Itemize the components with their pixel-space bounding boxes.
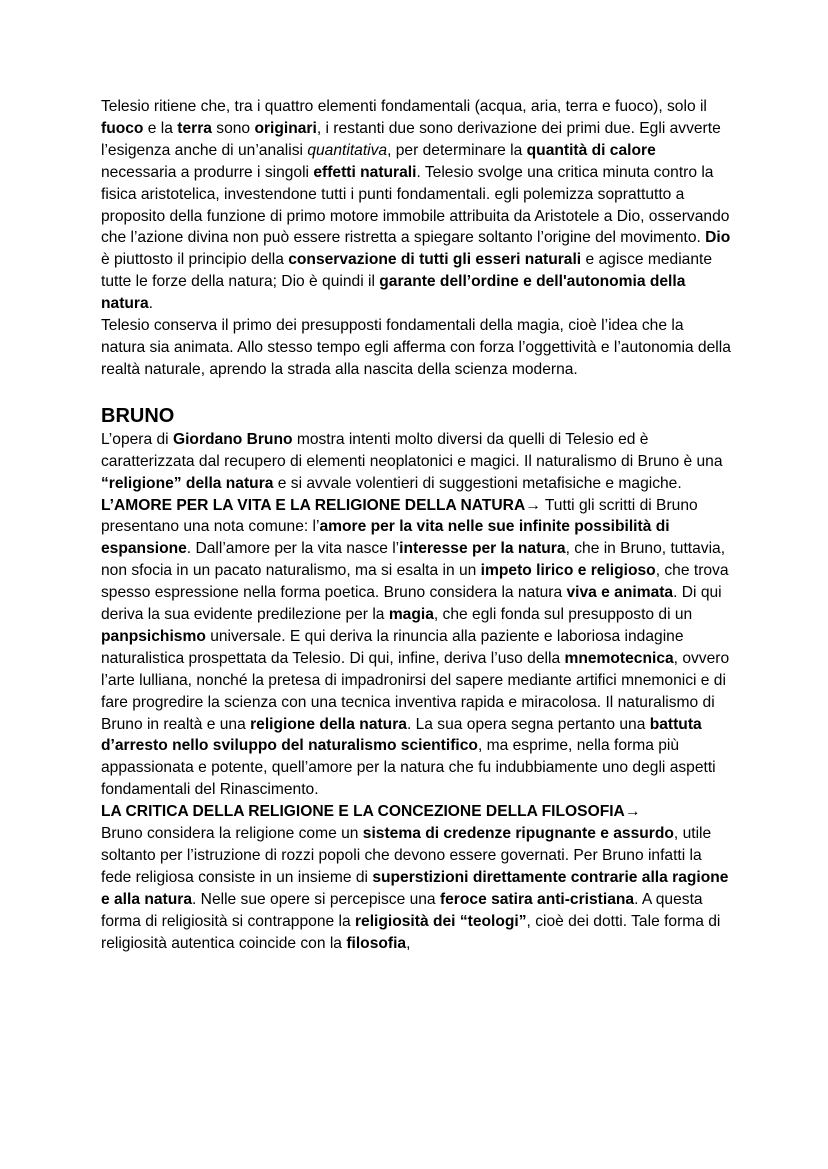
bold-text: Giordano Bruno (172, 430, 293, 448)
bold-text: panpsichismo (101, 627, 206, 645)
bold-text: garante dell’ordine e dell'autonomia della natura (101, 273, 686, 313)
body-text: e la (143, 119, 178, 137)
body-text: L’opera di (101, 430, 173, 448)
body-text: , che egli fonda sul presupposto di un (433, 606, 693, 624)
section-heading-bruno: BRUNO (101, 404, 175, 427)
bold-text: fuoco (101, 119, 144, 137)
body-text: , (406, 934, 411, 952)
bold-text: originari (254, 119, 317, 137)
body-text: . A questa forma di religiosità si contrappone la (101, 890, 703, 930)
body-text: , ma esprime, nella forma più appassionata e potente, quell’amore per la natura che fu indubbiamente uno degli aspetti fondamentali del Rinascimento. (101, 737, 716, 799)
section-spacer (101, 381, 732, 403)
bold-text: religiosità dei “teologi” (354, 912, 527, 930)
body-text: , i restanti due sono derivazione dei primi due. Egli avverte l’esigenza anche di un’analisi (101, 119, 721, 159)
body-text: Telesio conserva il primo dei presupposti fondamentali della magia, cioè l’idea che la natura sia animata. Allo stesso tempo egli afferma con forza l’oggettività e l’autonomia della realtà naturale, aprendo la strada alla nascita della scienza moderna. (101, 317, 731, 378)
bold-text: religione della natura (250, 715, 407, 733)
bold-text: sistema di credenze ripugnante e assurdo (362, 825, 674, 843)
bold-text: amore per la vita nelle sue infinite possibilità di espansione (101, 518, 670, 558)
body-text: mostra intenti molto diversi da quelli di Telesio ed è caratterizzata dal recupero di elementi neoplatonici e magici. Il naturalismo di Bruno è una (101, 430, 723, 470)
body-text: Tutti gli scritti di Bruno presentano una nota comune: l’ (101, 496, 698, 536)
bold-text: LA CRITICA DELLA RELIGIONE E LA CONCEZIONE DELLA FILOSOFIA→ (101, 803, 641, 821)
body-text: sono (211, 119, 255, 137)
body-text: . Dall’amore per la vita nasce l’ (186, 540, 400, 558)
bold-text: effetti naturali (313, 163, 417, 181)
body-text: . Telesio svolge una critica minuta contro la fisica aristotelica, investendone tutti i punti fondamentali. egli polemizza soprattutto a proposito della funzione di primo motore immobile attribuita da Aristotele a Dio, osservando che l’azione divina non può essere ristretta a spiegare soltanto l’origine del movimento. (101, 163, 730, 247)
body-text: , ovvero l’arte lulliana, nonché la pretesa di impadronirsi del sapere mediante artifici mnemonici e di fare progredire la scienza con una tecnica inventiva rapida e miracolosa. Il naturalismo di Bruno in realtà e una (101, 649, 730, 733)
bold-text: conservazione di tutti gli esseri naturali (288, 251, 582, 269)
body-text: necessaria a produrre i singoli (101, 163, 314, 181)
bold-text: L’AMORE PER LA VITA E LA RELIGIONE DELLA NATURA→ (101, 496, 541, 514)
body-text: e agisce mediante tutte le forze della natura; Dio è quindi il (101, 251, 713, 291)
body-text: , per determinare la (387, 141, 527, 159)
body-text: . (148, 295, 154, 313)
bold-text: Dio (705, 229, 731, 247)
bold-text: filosofia (346, 934, 407, 952)
body-text: . La sua opera segna pertanto una (406, 715, 650, 733)
bold-text: terra (177, 119, 212, 137)
bold-text: feroce satira anti-cristiana (439, 890, 635, 908)
body-text: Telesio ritiene che, tra i quattro elementi fondamentali (acqua, aria, terra e fuoco), solo il (101, 98, 707, 115)
bold-text: interesse per la natura (399, 540, 566, 558)
body-text: Bruno considera la religione come un (101, 825, 363, 843)
bold-text: magia (388, 606, 434, 624)
bold-text: impeto lirico e religioso (480, 562, 656, 580)
bold-text: quantità di calore (526, 141, 656, 159)
body-text: è piuttosto il principio della (101, 251, 289, 269)
bold-text: “religione” della natura (101, 474, 274, 492)
italic-text: quantitativa (307, 141, 388, 159)
bold-text: viva e animata (566, 584, 674, 602)
body-text: , utile soltanto per l’istruzione di rozzi popoli che devono essere governati. Per Bruno infatti la fede religiosa consiste in un insieme di (101, 825, 712, 886)
bold-text: battuta d’arresto nello sviluppo del naturalismo scientifico (101, 715, 702, 755)
body-text: , che in Bruno, tuttavia, non sfocia in un pacato naturalismo, ma si esalta in un (101, 540, 726, 580)
bold-text: superstizioni direttamente contrarie alla ragione e alla natura (101, 868, 729, 908)
body-text: . Di qui deriva la sua evidente predilezione per la (101, 584, 722, 624)
body-text: e si avvale volentieri di suggestioni metafisiche e magiche. (273, 474, 682, 492)
body-text: universale. E qui deriva la rinuncia alla paziente e laboriosa indagine naturalistica prospettata da Telesio. Di qui, infine, deriva l’uso della (101, 627, 684, 667)
bold-text: mnemotecnica (564, 649, 674, 667)
body-text: , cioè dei dotti. Tale forma di religiosità autentica coincide con la (101, 912, 721, 952)
body-text: . Nelle sue opere si percepisce una (192, 890, 440, 908)
intro-paragraph (101, 96, 732, 381)
bruno-paragraph (101, 429, 732, 955)
body-text: , che trova spesso espressione nella forma poetica. Bruno considera la natura (101, 562, 729, 602)
